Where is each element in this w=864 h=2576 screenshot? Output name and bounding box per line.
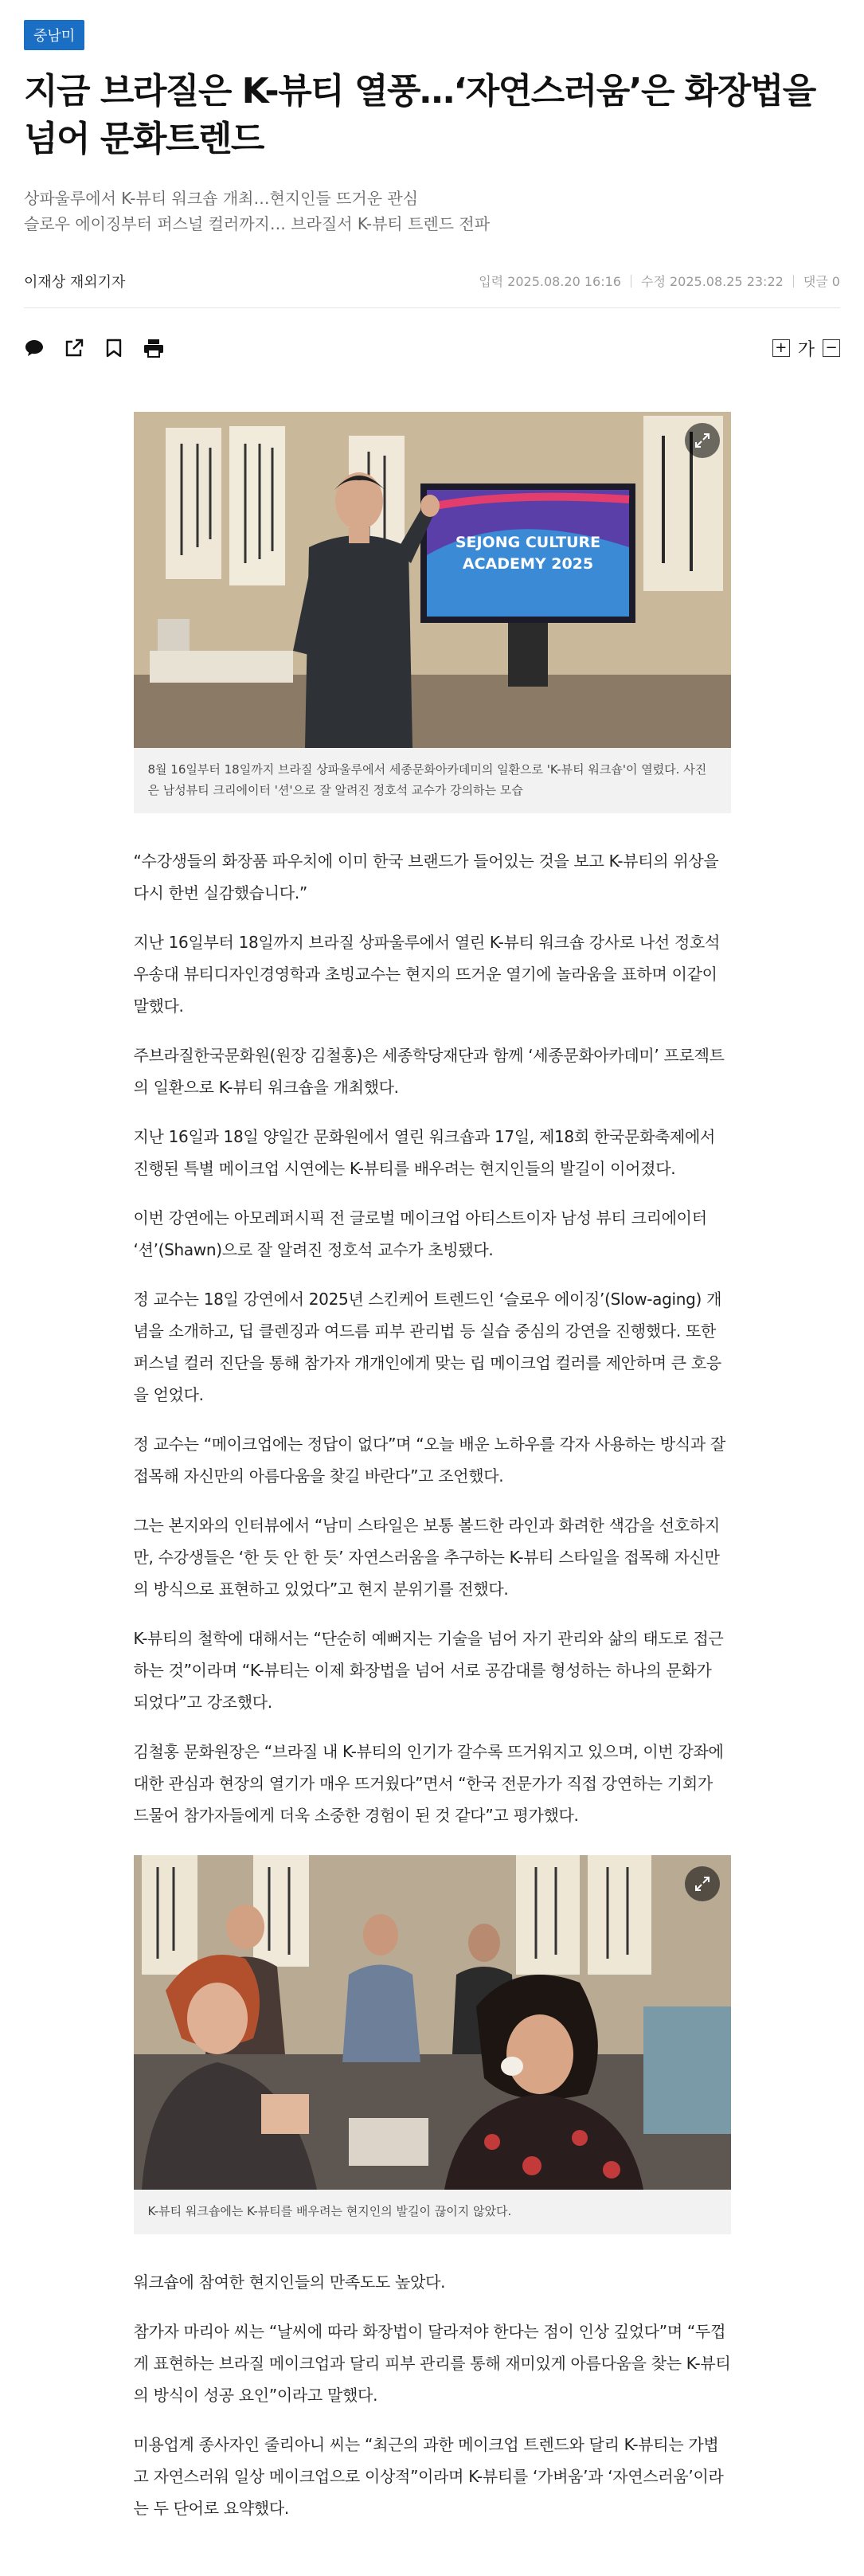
workshop-photo-illustration	[134, 1855, 731, 2190]
paragraph: 지난 16일부터 18일까지 브라질 상파울루에서 열린 K-뷰티 워크숍 강사로 나선 정호석 우송대 뷰티디자인경영학과 초빙교수는 현지의 뜨거운 열기에 놀라움을 표하며 이같이 말했다.	[133, 933, 721, 1016]
expand-icon	[694, 1876, 710, 1892]
article-toolbar	[24, 332, 840, 364]
subhead-line-2: 슬로우 에이징부터 퍼스널 컬러까지… 브라질서 K-뷰티 트렌드 전파	[24, 214, 491, 233]
photo-caption-1: 8월 16일부터 18일까지 브라질 상파울루에서 세종문화아카데미의 일환으로 'K-뷰티 워크숍'이 열렸다. 사진은 남성뷰티 크리에이터 '션'으로 잘 알려진 정호석 교수가 강의하는 모습	[134, 748, 731, 813]
article-meta	[24, 264, 840, 308]
paragraph: 정 교수는 18일 강연에서 2025년 스킨케어 트렌드인 ‘슬로우 에이징’(Slow-aging) 개념을 소개하고, 딥 클렌징과 여드름 피부 관리법 등 실습 중심의 강연을 진행했다. 또한 퍼스널 컬러 진단을 통해 참가자 개개인에게 맞는 립 메이크업 컬러를 제안하며 큰 호응을 얻었다.	[133, 1290, 722, 1404]
paragraph: “수강생들의 화장품 파우치에 이미 한국 브랜드가 들어있는 것을 보고 K-뷰티의 위상을 다시 한번 실감했습니다.”	[133, 851, 719, 902]
paragraph: 김철홍 문화원장은 “브라질 내 K-뷰티의 인기가 갈수록 뜨거워지고 있으며, 이번 강좌에 대한 관심과 현장의 열기가 매우 뜨거웠다”면서 “한국 전문가가 직접 강연하는 기회가 드물어 참가자들에게 더욱 소중한 경험이 된 것 같다”고 평가했다.	[133, 1742, 724, 1825]
paragraph: 워크숍에 참여한 현지인들의 만족도도 높았다.	[133, 2273, 446, 2292]
share-icon[interactable]	[64, 338, 84, 358]
expand-image-button[interactable]	[685, 423, 720, 458]
print-icon[interactable]	[143, 338, 164, 358]
article-body	[134, 412, 731, 2524]
paragraph: 정 교수는 “메이크업에는 정답이 없다”며 “오늘 배운 노하우를 각자 사용하는 방식과 잘 접목해 자신만의 아름다움을 찾길 바란다”고 조언했다.	[133, 1435, 725, 1486]
meta-divider	[793, 275, 794, 288]
font-increase-button[interactable]: +	[772, 339, 790, 357]
paragraph: 주브라질한국문화원(원장 김철홍)은 세종학당재단과 함께 ‘세종문화아카데미’ 프로젝트의 일환으로 K-뷰티 워크숍을 개최했다.	[133, 1046, 725, 1097]
paragraph: 그는 본지와의 인터뷰에서 “남미 스타일은 보통 볼드한 라인과 화려한 색감을 선호하지만, 수강생들은 ‘한 듯 안 한 듯’ 자연스러움을 추구하는 K-뷰티 스타일을 접목해 자신만의 방식으로 표현하고 있었다”고 현지 분위기를 전했다.	[133, 1516, 720, 1599]
comment-count[interactable]: 댓글 0	[803, 274, 840, 289]
banner-line-2: ACADEMY 2025	[462, 555, 593, 573]
article-figure-2	[134, 1855, 731, 2234]
banner-line-1: SEJONG CULTURE	[455, 534, 600, 551]
article-paragraphs-a	[134, 845, 731, 1831]
expand-icon	[694, 433, 710, 448]
font-size-controls	[772, 336, 840, 361]
headline: 지금 브라질은 K-뷰티 열풍…‘자연스러움’은 화장법을 넘어 문화트렌드	[24, 71, 815, 159]
article-figure-1	[134, 412, 731, 813]
photo-caption-2: K-뷰티 워크숍에는 K-뷰티를 배우려는 현지인의 발길이 끊이지 않았다.	[134, 2190, 731, 2234]
workshop-photo[interactable]	[134, 1855, 731, 2190]
meta-info	[479, 272, 840, 290]
expand-image-button[interactable]	[685, 1866, 720, 1901]
modified-date: 수정 2025.08.25 23:22	[641, 274, 784, 289]
paragraph: 미용업계 종사자인 줄리아니 씨는 “최근의 과한 메이크업 트렌드와 달리 K-뷰티는 가볍고 자연스러워 일상 메이크업으로 이상적”이라며 K-뷰티를 ‘가벼움’과 ‘자연스러움’이라는 두 단어로 요약했다.	[133, 2435, 724, 2518]
article-paragraphs-b	[134, 2266, 731, 2524]
paragraph: 이번 강연에는 아모레퍼시픽 전 글로벌 메이크업 아티스트이자 남성 뷰티 크리에이터 ‘션’(Shawn)으로 잘 알려진 정호석 교수가 초빙됐다.	[133, 1208, 707, 1259]
paragraph: K-뷰티의 철학에 대해서는 “단순히 예뻐지는 기술을 넘어 자기 관리와 삶의 태도로 접근하는 것”이라며 “K-뷰티는 이제 화장법을 넘어 서로 공감대를 형성하는 하나의 문화가 되었다”고 강조했다.	[133, 1629, 724, 1712]
lecture-photo-illustration	[134, 412, 731, 748]
font-decrease-button[interactable]: −	[823, 339, 840, 357]
toolbar-actions	[24, 338, 164, 358]
comment-icon[interactable]	[24, 338, 45, 358]
subheadline	[24, 186, 840, 237]
paragraph: 지난 16일과 18일 양일간 문화원에서 열린 워크숍과 17일, 제18회 한국문화축제에서 진행된 특별 메이크업 시연에는 K-뷰티를 배우려는 현지인들의 발길이 이어졌다.	[133, 1127, 716, 1178]
bookmark-icon[interactable]	[104, 338, 124, 358]
lecture-photo[interactable]	[134, 412, 731, 748]
font-size-label: 가	[797, 339, 815, 360]
byline[interactable]: 이재상 재외기자	[24, 273, 126, 291]
published-date: 입력 2025.08.20 16:16	[479, 274, 621, 289]
section-badge[interactable]: 중남미	[24, 20, 84, 50]
subhead-line-1: 상파울루에서 K-뷰티 워크숍 개최…현지인들 뜨거운 관심	[24, 189, 419, 208]
paragraph: 참가자 마리아 씨는 “날씨에 따라 화장법이 달라져야 한다는 점이 인상 깊었다”며 “두껍게 표현하는 브라질 메이크업과 달리 피부 관리를 통해 재미있게 아름다움을 찾는 K-뷰티의 방식이 성공 요인”이라고 말했다.	[133, 2322, 731, 2405]
